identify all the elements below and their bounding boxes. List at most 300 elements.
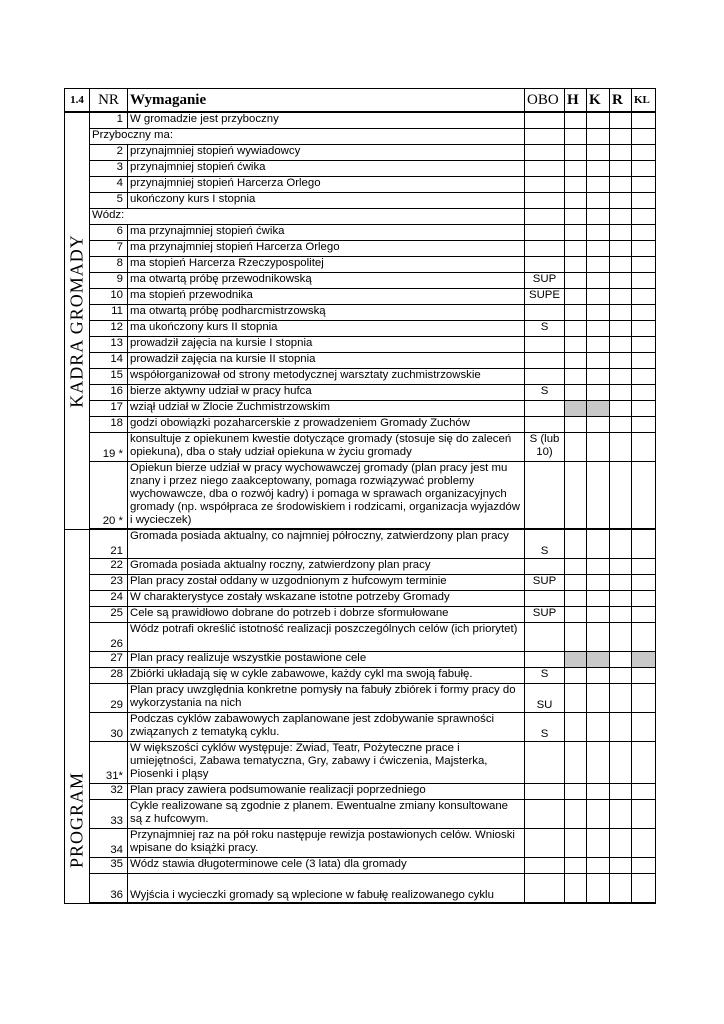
header-obo: OBO xyxy=(525,89,565,113)
cell-k xyxy=(587,433,610,462)
cell-r xyxy=(610,353,632,369)
row-nr: 13 xyxy=(90,337,128,353)
table-row xyxy=(65,321,656,337)
table-row xyxy=(65,353,656,369)
cell-k xyxy=(587,874,610,904)
cell-kl xyxy=(632,273,656,289)
row-obo xyxy=(525,591,565,607)
row-obo: S xyxy=(525,529,565,559)
row-obo: S xyxy=(525,385,565,401)
table-row xyxy=(65,575,656,591)
requirements-document xyxy=(64,88,655,904)
table-row xyxy=(65,858,656,874)
header-section: 1.4 xyxy=(65,89,90,113)
row-obo xyxy=(525,161,565,177)
table-row xyxy=(65,401,656,417)
cell-h xyxy=(565,225,587,241)
row-text: Cele są prawidłowo dobrane do potrzeb i dobrze sformułowane xyxy=(128,607,525,623)
cell-k xyxy=(587,713,610,742)
row-obo: SUP xyxy=(525,575,565,591)
cell-k xyxy=(587,462,610,530)
subheader-row xyxy=(65,129,656,145)
cell-r xyxy=(610,874,632,904)
cell-kl xyxy=(632,529,656,559)
row-obo xyxy=(525,129,565,145)
cell-r xyxy=(610,462,632,530)
cell-kl xyxy=(632,353,656,369)
header-requirement: Wymaganie xyxy=(128,89,525,113)
row-text: ma stopień Harcerza Rzeczypospolitej xyxy=(128,257,525,273)
table-row xyxy=(65,289,656,305)
row-nr: 8 xyxy=(90,257,128,273)
row-nr: 29 xyxy=(90,684,128,713)
row-text: Plan pracy został oddany w uzgodnionym z hufcowym terminie xyxy=(128,575,525,591)
cell-k xyxy=(587,257,610,273)
row-nr: 33 xyxy=(90,800,128,829)
row-text: Zbiórki układają się w cykle zabawowe, każdy cykl ma swoją fabułę. xyxy=(128,668,525,684)
row-nr: 26 xyxy=(90,623,128,652)
table-row xyxy=(65,433,656,462)
row-obo xyxy=(525,145,565,161)
cell-kl xyxy=(632,591,656,607)
cell-r xyxy=(610,273,632,289)
cell-r xyxy=(610,305,632,321)
row-text: współorganizował od strony metodycznej warsztaty zuchmistrzowskie xyxy=(128,369,525,385)
cell-kl xyxy=(632,321,656,337)
cell-k xyxy=(587,668,610,684)
cell-kl xyxy=(632,289,656,305)
cell-h xyxy=(565,713,587,742)
row-text: prowadził zajęcia na kursie II stopnia xyxy=(128,353,525,369)
cell-h xyxy=(565,874,587,904)
row-nr: 19 * xyxy=(90,433,128,462)
cell-h xyxy=(565,209,587,225)
row-obo xyxy=(525,209,565,225)
cell-kl xyxy=(632,193,656,209)
cell-k xyxy=(587,193,610,209)
cell-r xyxy=(610,607,632,623)
cell-r xyxy=(610,337,632,353)
row-nr: 16 xyxy=(90,385,128,401)
row-nr: 27 xyxy=(90,652,128,668)
cell-kl xyxy=(632,241,656,257)
cell-h xyxy=(565,129,587,145)
cell-r xyxy=(610,193,632,209)
cell-kl xyxy=(632,575,656,591)
row-obo xyxy=(525,225,565,241)
row-text: bierze aktywny udział w pracy hufca xyxy=(128,385,525,401)
cell-k xyxy=(587,369,610,385)
table-row xyxy=(65,800,656,829)
row-nr: 34 xyxy=(90,829,128,858)
cell-h xyxy=(565,607,587,623)
cell-k xyxy=(587,385,610,401)
row-nr: 7 xyxy=(90,241,128,257)
row-text: Cykle realizowane są zgodnie z planem. Ewentualne zmiany konsultowane są z hufcowym. xyxy=(128,800,525,829)
cell-r xyxy=(610,529,632,559)
table-row xyxy=(65,668,656,684)
cell-h xyxy=(565,289,587,305)
cell-k xyxy=(587,529,610,559)
cell-k-shaded xyxy=(587,652,610,668)
cell-kl xyxy=(632,257,656,273)
cell-kl xyxy=(632,129,656,145)
category-program xyxy=(65,529,90,903)
cell-kl xyxy=(632,225,656,241)
cell-r xyxy=(610,145,632,161)
row-obo xyxy=(525,417,565,433)
row-nr: 24 xyxy=(90,591,128,607)
row-nr: 2 xyxy=(90,145,128,161)
row-text: Plan pracy uwzględnia konkretne pomysły na fabuły zbiórek i formy pracy do wykorzystania na nich xyxy=(128,684,525,713)
row-obo xyxy=(525,337,565,353)
cell-k xyxy=(587,684,610,713)
row-nr: 6 xyxy=(90,225,128,241)
row-text: Wyjścia i wycieczki gromady są wplecione w fabułę realizowanego cyklu xyxy=(128,874,525,904)
row-text: ma przynajmniej stopień Harcerza Orlego xyxy=(128,241,525,257)
row-nr: 1 xyxy=(90,112,128,129)
row-text: W gromadzie jest przyboczny xyxy=(128,112,525,129)
row-text: ma otwartą próbę przewodnikowską xyxy=(128,273,525,289)
cell-h xyxy=(565,742,587,784)
cell-h xyxy=(565,369,587,385)
row-obo xyxy=(525,401,565,417)
cell-k xyxy=(587,417,610,433)
row-text: przynajmniej stopień wywiadowcy xyxy=(128,145,525,161)
row-text: Plan pracy realizuje wszystkie postawione cele xyxy=(128,652,525,668)
cell-h xyxy=(565,623,587,652)
cell-h xyxy=(565,575,587,591)
table-row xyxy=(65,713,656,742)
row-nr: 36 xyxy=(90,874,128,904)
table-row xyxy=(65,369,656,385)
cell-kl xyxy=(632,401,656,417)
row-text: ma przynajmniej stopień ćwika xyxy=(128,225,525,241)
row-obo xyxy=(525,257,565,273)
cell-k xyxy=(587,145,610,161)
row-nr: 31* xyxy=(90,742,128,784)
row-obo xyxy=(525,305,565,321)
cell-h xyxy=(565,273,587,289)
row-nr: 9 xyxy=(90,273,128,289)
cell-r xyxy=(610,623,632,652)
cell-kl xyxy=(632,858,656,874)
table-row xyxy=(65,112,656,129)
row-text: ma stopień przewodnika xyxy=(128,289,525,305)
cell-h-shaded xyxy=(565,401,587,417)
row-obo xyxy=(525,623,565,652)
cell-k xyxy=(587,858,610,874)
cell-kl xyxy=(632,433,656,462)
cell-r xyxy=(610,433,632,462)
cell-r xyxy=(610,784,632,800)
cell-kl xyxy=(632,713,656,742)
cell-h xyxy=(565,305,587,321)
cell-h xyxy=(565,193,587,209)
row-nr: 12 xyxy=(90,321,128,337)
table-row xyxy=(65,784,656,800)
cell-k xyxy=(587,591,610,607)
row-obo xyxy=(525,858,565,874)
cell-r xyxy=(610,742,632,784)
row-nr: 22 xyxy=(90,559,128,575)
cell-k xyxy=(587,129,610,145)
table-row xyxy=(65,623,656,652)
cell-h xyxy=(565,668,587,684)
row-obo xyxy=(525,353,565,369)
row-obo: SUP xyxy=(525,273,565,289)
cell-h xyxy=(565,800,587,829)
cell-kl xyxy=(632,417,656,433)
row-text: ukończony kurs I stopnia xyxy=(128,193,525,209)
cell-r xyxy=(610,417,632,433)
cell-k xyxy=(587,177,610,193)
table-row xyxy=(65,684,656,713)
table-row xyxy=(65,462,656,530)
cell-k xyxy=(587,742,610,784)
cell-k-shaded xyxy=(587,401,610,417)
cell-k xyxy=(587,784,610,800)
cell-h-shaded xyxy=(565,652,587,668)
row-obo: S xyxy=(525,713,565,742)
cell-h xyxy=(565,257,587,273)
cell-h xyxy=(565,145,587,161)
cell-kl xyxy=(632,209,656,225)
cell-h xyxy=(565,321,587,337)
cell-r xyxy=(610,559,632,575)
cell-r xyxy=(610,257,632,273)
row-nr: 17 xyxy=(90,401,128,417)
cell-h xyxy=(565,529,587,559)
row-nr: 4 xyxy=(90,177,128,193)
cell-r xyxy=(610,858,632,874)
table-row xyxy=(65,273,656,289)
row-nr: 5 xyxy=(90,193,128,209)
cell-kl xyxy=(632,112,656,129)
cell-h xyxy=(565,559,587,575)
header-h: H xyxy=(565,89,587,113)
cell-h xyxy=(565,858,587,874)
cell-r xyxy=(610,161,632,177)
row-obo: SU xyxy=(525,684,565,713)
cell-h xyxy=(565,241,587,257)
cell-k xyxy=(587,305,610,321)
row-obo: SUP xyxy=(525,607,565,623)
row-nr: 3 xyxy=(90,161,128,177)
row-obo: SUPE xyxy=(525,289,565,305)
cell-kl xyxy=(632,385,656,401)
cell-h xyxy=(565,433,587,462)
table-header-row xyxy=(65,89,656,113)
cell-kl xyxy=(632,462,656,530)
row-text: Gromada posiada aktualny roczny, zatwierdzony plan pracy xyxy=(128,559,525,575)
cell-r xyxy=(610,652,632,668)
table-row xyxy=(65,591,656,607)
cell-r xyxy=(610,289,632,305)
cell-k xyxy=(587,112,610,129)
table-row xyxy=(65,417,656,433)
row-text: Wódz stawia długoterminowe cele (3 lata) dla gromady xyxy=(128,858,525,874)
row-text: ma ukończony kurs II stopnia xyxy=(128,321,525,337)
row-nr: 32 xyxy=(90,784,128,800)
row-obo xyxy=(525,177,565,193)
cell-k xyxy=(587,225,610,241)
cell-r xyxy=(610,684,632,713)
cell-h xyxy=(565,684,587,713)
requirements-table xyxy=(64,88,656,904)
cell-k xyxy=(587,800,610,829)
cell-k xyxy=(587,241,610,257)
table-row xyxy=(65,257,656,273)
row-text: W większości cyklów występuje: Zwiad, Teatr, Pożyteczne prace i umiejętności, Zabawa tematyczna, Gry, zabawy i ćwiczenia, Majsterka, Piosenki i pląsy xyxy=(128,742,525,784)
cell-r xyxy=(610,321,632,337)
table-row xyxy=(65,829,656,858)
cell-kl xyxy=(632,305,656,321)
header-k: K xyxy=(587,89,610,113)
cell-r xyxy=(610,112,632,129)
row-obo xyxy=(525,784,565,800)
row-obo xyxy=(525,193,565,209)
table-row xyxy=(65,241,656,257)
row-nr: 20 * xyxy=(90,462,128,530)
table-row xyxy=(65,652,656,668)
cell-h xyxy=(565,353,587,369)
table-row xyxy=(65,193,656,209)
row-nr: 10 xyxy=(90,289,128,305)
cell-kl xyxy=(632,145,656,161)
cell-h xyxy=(565,337,587,353)
cell-k xyxy=(587,161,610,177)
cell-h xyxy=(565,177,587,193)
cell-r xyxy=(610,209,632,225)
header-kl: KL xyxy=(632,89,656,113)
cell-r xyxy=(610,177,632,193)
cell-kl xyxy=(632,668,656,684)
cell-r xyxy=(610,225,632,241)
cell-h xyxy=(565,784,587,800)
row-nr: 15 xyxy=(90,369,128,385)
cell-k xyxy=(587,559,610,575)
row-nr: 21 xyxy=(90,529,128,559)
row-text: Wódz potrafi określić istotność realizacji poszczególnych celów (ich priorytet) xyxy=(128,623,525,652)
cell-kl xyxy=(632,623,656,652)
table-row xyxy=(65,529,656,559)
cell-r xyxy=(610,575,632,591)
cell-r xyxy=(610,129,632,145)
cell-k xyxy=(587,273,610,289)
cell-h xyxy=(565,417,587,433)
cell-kl xyxy=(632,177,656,193)
cell-kl xyxy=(632,607,656,623)
cell-kl xyxy=(632,684,656,713)
cell-r xyxy=(610,401,632,417)
subheader-przyboczny: Przyboczny ma: xyxy=(90,129,525,145)
cell-h xyxy=(565,161,587,177)
category-kadra-label: KADRA GROMADY xyxy=(66,233,87,408)
subheader-wodz: Wódz: xyxy=(90,209,525,225)
row-text: Opiekun bierze udział w pracy wychowawczej gromady (plan pracy jest mu znany i przez niego zaakceptowany, pomaga rozwiązywać problemy wychowawcze, dba o rozwój kadry) i pomaga w sprawach organizacyjnych gromady (np. współpraca ze środowiskiem i rodzicami, organizacja wyjazdów i wycieczek) xyxy=(128,462,525,530)
row-text: Gromada posiada aktualny, co najmniej półroczny, zatwierdzony plan pracy xyxy=(128,529,525,559)
cell-kl xyxy=(632,800,656,829)
row-text: przynajmniej stopień Harcerza Orlego xyxy=(128,177,525,193)
cell-kl xyxy=(632,742,656,784)
row-obo xyxy=(525,742,565,784)
cell-r xyxy=(610,385,632,401)
row-text: przynajmniej stopień ćwika xyxy=(128,161,525,177)
cell-h xyxy=(565,829,587,858)
row-nr: 18 xyxy=(90,417,128,433)
row-nr: 11 xyxy=(90,305,128,321)
row-text: wziął udział w Zlocie Zuchmistrzowskim xyxy=(128,401,525,417)
subheader-row xyxy=(65,209,656,225)
cell-r xyxy=(610,713,632,742)
cell-r xyxy=(610,800,632,829)
row-text: prowadził zajęcia na kursie I stopnia xyxy=(128,337,525,353)
cell-r xyxy=(610,829,632,858)
cell-kl-shaded xyxy=(632,652,656,668)
table-row xyxy=(65,385,656,401)
category-program-label: PROGRAM xyxy=(66,772,87,869)
row-obo xyxy=(525,829,565,858)
cell-r xyxy=(610,668,632,684)
cell-kl xyxy=(632,559,656,575)
row-obo: S xyxy=(525,668,565,684)
row-nr: 14 xyxy=(90,353,128,369)
cell-kl xyxy=(632,829,656,858)
cell-kl xyxy=(632,874,656,904)
cell-h xyxy=(565,462,587,530)
header-r: R xyxy=(610,89,632,113)
cell-r xyxy=(610,369,632,385)
row-obo xyxy=(525,241,565,257)
table-row xyxy=(65,145,656,161)
cell-k xyxy=(587,209,610,225)
row-text: Plan pracy zawiera podsumowanie realizacji poprzedniego xyxy=(128,784,525,800)
cell-kl xyxy=(632,369,656,385)
table-row xyxy=(65,607,656,623)
row-text: ma otwartą próbę podharcmistrzowską xyxy=(128,305,525,321)
cell-k xyxy=(587,623,610,652)
row-obo: S xyxy=(525,321,565,337)
row-obo xyxy=(525,369,565,385)
table-row xyxy=(65,874,656,904)
cell-k xyxy=(587,607,610,623)
row-obo xyxy=(525,800,565,829)
row-nr: 25 xyxy=(90,607,128,623)
cell-k xyxy=(587,353,610,369)
cell-k xyxy=(587,829,610,858)
row-nr: 30 xyxy=(90,713,128,742)
table-row xyxy=(65,161,656,177)
cell-h xyxy=(565,385,587,401)
cell-k xyxy=(587,289,610,305)
table-row xyxy=(65,177,656,193)
cell-r xyxy=(610,241,632,257)
cell-kl xyxy=(632,161,656,177)
row-nr: 35 xyxy=(90,858,128,874)
cell-k xyxy=(587,337,610,353)
header-nr: NR xyxy=(90,89,128,113)
row-obo: S (lub 10) xyxy=(525,433,565,462)
row-nr: 28 xyxy=(90,668,128,684)
table-row xyxy=(65,305,656,321)
row-text: W charakterystyce zostały wskazane istotne potrzeby Gromady xyxy=(128,591,525,607)
cell-h xyxy=(565,112,587,129)
row-obo xyxy=(525,112,565,129)
cell-kl xyxy=(632,784,656,800)
row-text: godzi obowiązki pozaharcerskie z prowadzeniem Gromady Zuchów xyxy=(128,417,525,433)
row-obo xyxy=(525,874,565,904)
